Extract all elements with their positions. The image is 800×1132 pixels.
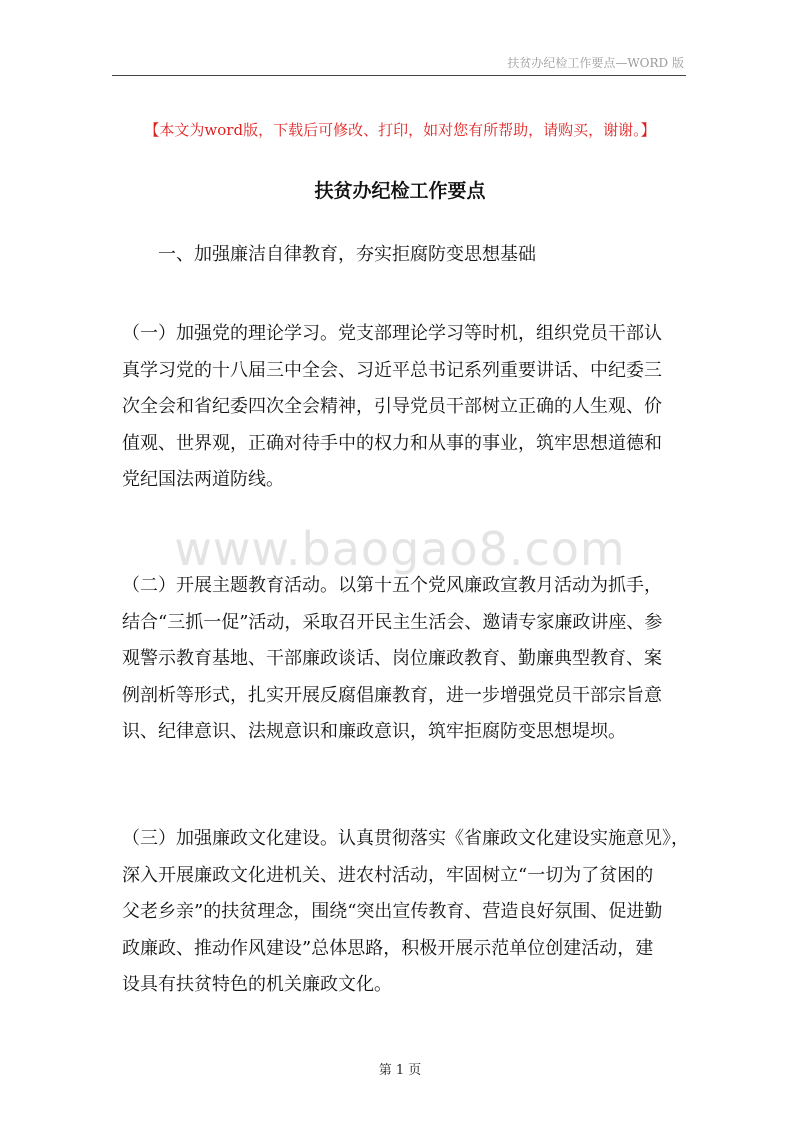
paragraph-line: 父老乡亲”的扶贫理念，围绕“突出宣传教育、营造良好氛围、促进勤 — [122, 901, 663, 922]
paragraph-3 — [122, 821, 689, 1004]
paragraph-2 — [122, 568, 682, 751]
paragraph-line: 值观、世界观，正确对待手中的权力和从事的事业，筑牢思想道德和 — [122, 432, 662, 454]
document-title: 扶贫办纪检工作要点 — [314, 180, 486, 202]
paragraph-line: 政廉政、推动作风建设”总体思路，积极开展示范单位创建活动，建 — [122, 937, 654, 959]
paragraph-line: 结合“三抓一促”活动，采取召开民主生活会、邀请专家廉政讲座、参 — [122, 611, 663, 633]
paragraph-line: 观警示教育基地、干部廉政谈话、岗位廉政教育、勤廉典型教育、案 — [122, 648, 662, 669]
paragraph-line: （一）加强党的理论学习。党支部理论学习等时机，组织党员干部认 — [122, 323, 662, 344]
paragraph-line: （二）开展主题教育活动。以第十五个党风廉政宣教月活动为抓手， — [122, 575, 662, 596]
paragraph-line: 识、纪律意识、法规意识和廉政意识，筑牢拒腐防变思想堤坝。 — [122, 721, 626, 742]
paragraph-1 — [122, 316, 682, 499]
paragraph-line: 深入开展廉政文化进机关、进农村活动，牢固树立“一切为了贫困的 — [122, 864, 654, 886]
paragraph-line: 党纪国法两道防线。 — [122, 469, 284, 490]
paragraph-line: 真学习党的十八届三中全会、习近平总书记系列重要讲话、中纪委三 — [122, 359, 662, 381]
page-header-title: 扶贫办纪检工作要点—WORD 版 — [507, 56, 684, 70]
header-divider — [112, 75, 686, 76]
paragraph-line: （三）加强廉政文化建设。认真贯彻落实《省廉政文化建设实施意见》， — [122, 828, 689, 849]
paragraph-line: 例剖析等形式，扎实开展反腐倡廉教育，进一步增强党员干部宗旨意 — [122, 684, 662, 706]
purchase-notice: 【本文为word版，下载后可修改、打印，如对您有所帮助，请购买，谢谢。】 — [144, 121, 656, 139]
page-number: 第 1 页 — [378, 1063, 422, 1078]
section-heading: 一、加强廉洁自律教育，夯实拒腐防变思想基础 — [158, 244, 536, 265]
paragraph-line: 设具有扶贫特色的机关廉政文化。 — [122, 974, 392, 995]
watermark: www.baogao8.com — [174, 522, 626, 576]
paragraph-line: 次全会和省纪委四次全会精神，引导党员干部树立正确的人生观、价 — [122, 396, 662, 417]
